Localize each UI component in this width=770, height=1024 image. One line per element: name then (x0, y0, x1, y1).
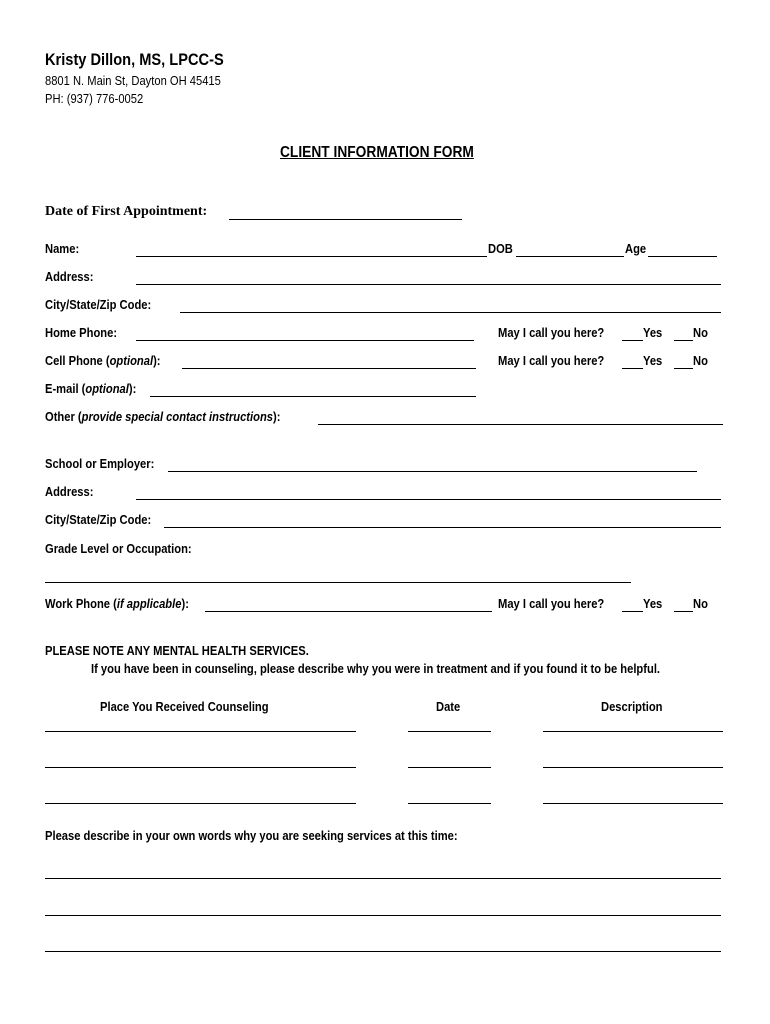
work-phone-field[interactable] (205, 611, 492, 612)
work-phone-label: Work Phone (if applicable): (45, 596, 189, 611)
cell-phone-yes-label: Yes (643, 353, 663, 368)
provider-address: 8801 N. Main St, Dayton OH 45415 (45, 73, 221, 88)
work-phone-yes-blank[interactable] (622, 611, 643, 612)
address-label: Address: (45, 269, 94, 284)
home-phone-no-label: No (693, 325, 708, 340)
home-phone-may-call-label: May I call you here? (498, 325, 605, 340)
dob-label: DOB (488, 241, 513, 256)
column-header-description: Description (601, 699, 663, 714)
home-phone-field[interactable] (136, 340, 474, 341)
cell-phone-no-label: No (693, 353, 708, 368)
first-appointment-field[interactable] (229, 219, 462, 220)
work-phone-may-call-label: May I call you here? (498, 596, 605, 611)
home-phone-yes-blank[interactable] (622, 340, 643, 341)
other-contact-field[interactable] (318, 424, 723, 425)
employer-address-label: Address: (45, 484, 94, 499)
seeking-services-line-2[interactable] (45, 915, 721, 916)
name-field[interactable] (136, 256, 487, 257)
cell-phone-may-call-label: May I call you here? (498, 353, 605, 368)
provider-phone: PH: (937) 776-0052 (45, 91, 144, 106)
other-contact-label: Other (provide special contact instructions): (45, 409, 281, 424)
employer-city-state-zip-label: City/State/Zip Code: (45, 512, 152, 527)
seeking-services-line-1[interactable] (45, 878, 721, 879)
cell-phone-label: Cell Phone (optional): (45, 353, 161, 368)
school-employer-label: School or Employer: (45, 456, 155, 471)
email-field[interactable] (150, 396, 476, 397)
counseling-place-field-2[interactable] (45, 767, 356, 768)
work-phone-no-blank[interactable] (674, 611, 693, 612)
counseling-description-field-3[interactable] (543, 803, 723, 804)
age-field[interactable] (648, 256, 717, 257)
counseling-description-field-1[interactable] (543, 731, 723, 732)
city-state-zip-label: City/State/Zip Code: (45, 297, 152, 312)
column-header-date: Date (436, 699, 461, 714)
counseling-date-field-1[interactable] (408, 731, 491, 732)
school-employer-field[interactable] (168, 471, 697, 472)
home-phone-label: Home Phone: (45, 325, 118, 340)
grade-occupation-field[interactable] (45, 582, 631, 583)
counseling-description-field-2[interactable] (543, 767, 723, 768)
mental-health-instruction: If you have been in counseling, please describe why you were in treatment and if you found it to be helpful. (91, 661, 661, 676)
cell-phone-field[interactable] (182, 368, 476, 369)
counseling-place-field-3[interactable] (45, 803, 356, 804)
cell-phone-yes-blank[interactable] (622, 368, 643, 369)
home-phone-no-blank[interactable] (674, 340, 693, 341)
employer-address-field[interactable] (136, 499, 721, 500)
provider-name: Kristy Dillon, MS, LPCC-S (45, 50, 224, 69)
column-header-place: Place You Received Counseling (100, 699, 269, 714)
work-phone-no-label: No (693, 596, 708, 611)
dob-field[interactable] (516, 256, 624, 257)
employer-city-state-zip-field[interactable] (164, 527, 721, 528)
name-label: Name: (45, 241, 80, 256)
home-phone-yes-label: Yes (643, 325, 663, 340)
email-label: E-mail (optional): (45, 381, 137, 396)
grade-occupation-label: Grade Level or Occupation: (45, 541, 192, 556)
age-label: Age (625, 241, 647, 256)
counseling-place-field-1[interactable] (45, 731, 356, 732)
city-state-zip-field[interactable] (180, 312, 721, 313)
counseling-date-field-2[interactable] (408, 767, 491, 768)
first-appointment-label: Date of First Appointment: (45, 204, 208, 219)
cell-phone-no-blank[interactable] (674, 368, 693, 369)
work-phone-yes-label: Yes (643, 596, 663, 611)
counseling-date-field-3[interactable] (408, 803, 491, 804)
seeking-services-prompt: Please describe in your own words why you are seeking services at this time: (45, 828, 458, 843)
address-field[interactable] (136, 284, 721, 285)
seeking-services-line-3[interactable] (45, 951, 721, 952)
form-title: CLIENT INFORMATION FORM (280, 144, 474, 161)
mental-health-heading: PLEASE NOTE ANY MENTAL HEALTH SERVICES. (45, 643, 309, 658)
